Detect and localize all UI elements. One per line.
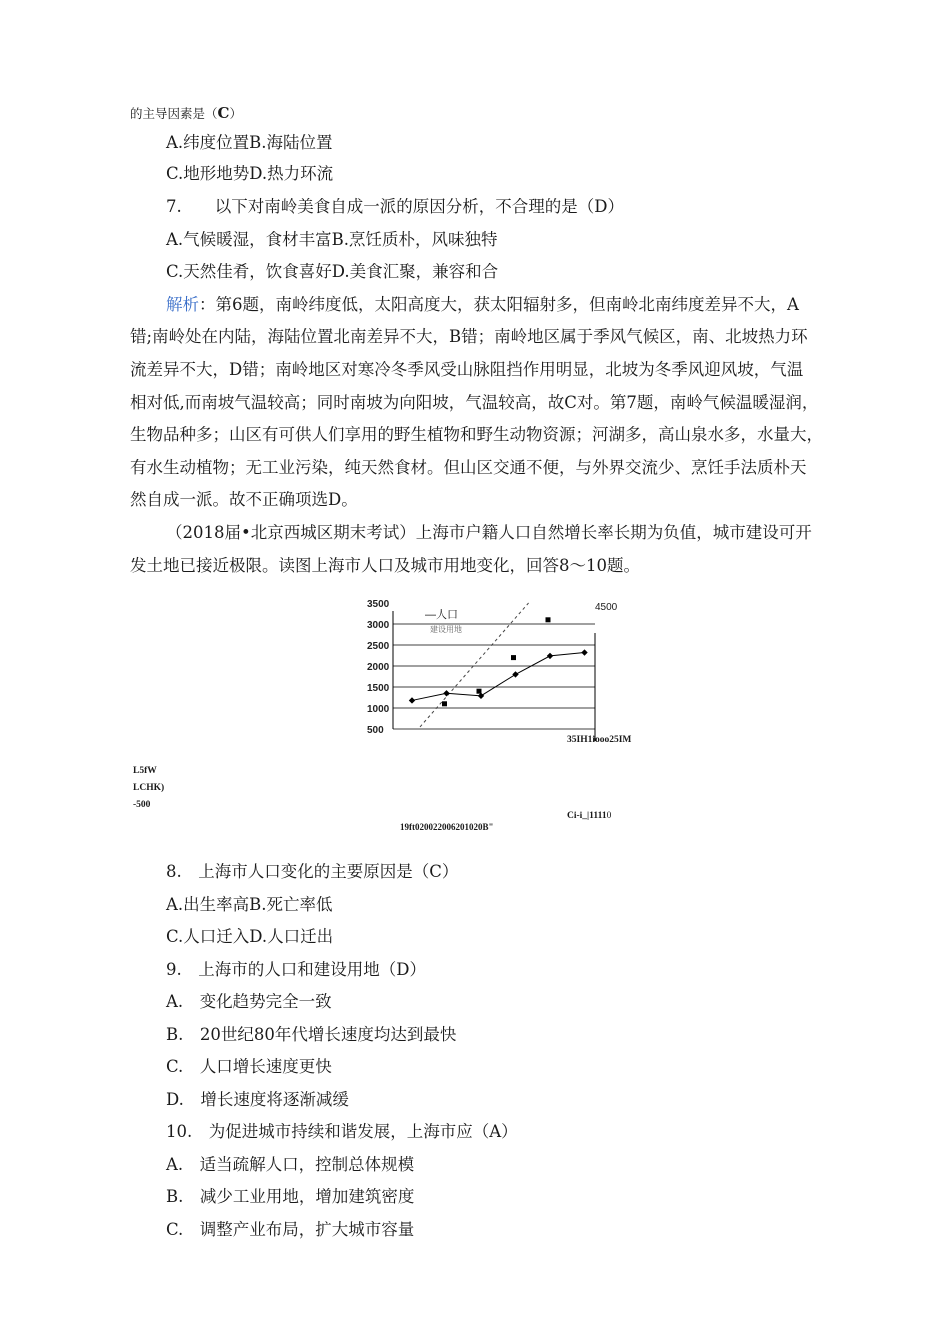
q10-option-a: A. 适当疏解人口，控制总体规模 xyxy=(166,1155,415,1174)
chart-y-tick-label: 2000 xyxy=(367,662,390,673)
chart-svg xyxy=(355,595,645,755)
q6-options-cd: C.地形地势D.热力环流 xyxy=(166,164,334,183)
q10-option-b: B. 减少工业用地，增加建筑密度 xyxy=(166,1187,415,1206)
analysis-line-5: 生物品种多；山区有可供人们享用的野生植物和野生动物资源；河湖多，高山泉水多，水量大， xyxy=(130,425,823,444)
chart-point-land xyxy=(477,689,482,694)
chart-point-population xyxy=(409,697,415,703)
chart-point-land xyxy=(546,617,551,622)
analysis-label: 解析 xyxy=(166,295,199,314)
chart-legend-population: —人口 xyxy=(425,609,458,621)
chart-legend-land: 建设用地 xyxy=(430,625,462,634)
analysis-line-7: 然自成一派。故不正确项选D。 xyxy=(130,490,358,509)
chart-point-land xyxy=(511,655,516,660)
chart-y-tick-label: 500 xyxy=(367,725,384,736)
q9-option-b: B. 20世纪80年代增长速度均达到最快 xyxy=(166,1025,457,1044)
q9-option-a: A. 变化趋势完全一致 xyxy=(166,992,332,1011)
q6-stem-tail: 的主导因素是（C） xyxy=(130,104,242,122)
chart-y-tick-label: 3000 xyxy=(367,620,390,631)
q6-options-ab: A.纬度位置B.海陆位置 xyxy=(166,133,333,152)
chart-y-tick-label: 1500 xyxy=(367,683,390,694)
chart-y-tick-label: 3500 xyxy=(367,599,390,610)
chart-x-axis-label: 19ft020022006201020B" xyxy=(400,822,494,832)
q9-option-c: C. 人口增长速度更快 xyxy=(166,1057,332,1076)
chart-point-population xyxy=(581,649,587,655)
chart-right-axis-label: 35IH1iooo25IM xyxy=(567,735,632,745)
analysis-line-2: 错;南岭处在内陆，海陆位置北南差异不大，B错；南岭地区属于季风气候区，南、北坡热力环 xyxy=(130,327,808,346)
analysis-line-1: 解析：第6题，南岭纬度低，太阳高度大，获太阳辐射多，但南岭北南纬度差异不大，A xyxy=(166,295,799,314)
chart-ocr-label-1: L5fW xyxy=(133,766,157,776)
population-land-chart xyxy=(355,595,645,755)
q9-option-d: D. 增长速度将逐渐减缓 xyxy=(166,1090,349,1109)
chart-point-population xyxy=(443,690,449,696)
chart-ocr-label-4: Ci-i_|11110 xyxy=(567,811,612,821)
chart-point-population xyxy=(512,671,518,677)
chart-ocr-label-2: LCHK) xyxy=(133,783,165,793)
chart-ocr-label-3: -500 xyxy=(133,800,151,810)
chart-y-tick-label: 1000 xyxy=(367,704,390,715)
q8-options-cd: C.人口迁入D.人口迁出 xyxy=(166,927,334,946)
chart-series-line-population xyxy=(412,653,585,701)
intro-line-2: 发土地已接近极限。读图上海市人口及城市用地变化，回答8〜10题。 xyxy=(130,556,640,575)
q10-option-c: C. 调整产业布局，扩大城市容量 xyxy=(166,1220,415,1239)
chart-point-population xyxy=(547,653,553,659)
chart-point-land xyxy=(442,701,447,706)
q8-options-ab: A.出生率高B.死亡率低 xyxy=(166,895,333,914)
analysis-line-3: 流差异不大，D错；南岭地区对寒冷冬季风受山脉阻挡作用明显，北坡为冬季风迎风坡，气温 xyxy=(130,360,804,379)
intro-line-1: （2018届•北京西城区期末考试）上海市户籍人口自然增长率长期为负值，城市建设可开 xyxy=(166,523,812,542)
q8-stem: 8. 上海市人口变化的主要原因是（C） xyxy=(166,862,459,881)
q7-stem: 7. 以下对南岭美食自成一派的原因分析，不合理的是（D） xyxy=(166,197,624,216)
q9-stem: 9. 上海市的人口和建设用地（D） xyxy=(166,960,426,979)
q10-stem: 10. 为促进城市持续和谐发展，上海市应（A） xyxy=(166,1122,518,1141)
analysis-line-6: 有水生动植物；无工业污染，纯天然食材。但山区交通不便，与外界交流少、烹饪手法质朴天 xyxy=(130,458,807,477)
analysis-line-4: 相对低,而南坡气温较高；同时南坡为向阳坡，气温较高，故C对。第7题，南岭气候温暖湿润， xyxy=(130,393,819,412)
q7-options-cd: C.天然佳肴，饮食喜好D.美食汇聚，兼容和合 xyxy=(166,262,499,281)
chart-right-axis-top-label: 4500 xyxy=(595,602,618,613)
q7-options-ab: A.气候暖湿，食材丰富B.烹饪质朴，风味独特 xyxy=(166,230,498,249)
chart-y-tick-label: 2500 xyxy=(367,641,390,652)
